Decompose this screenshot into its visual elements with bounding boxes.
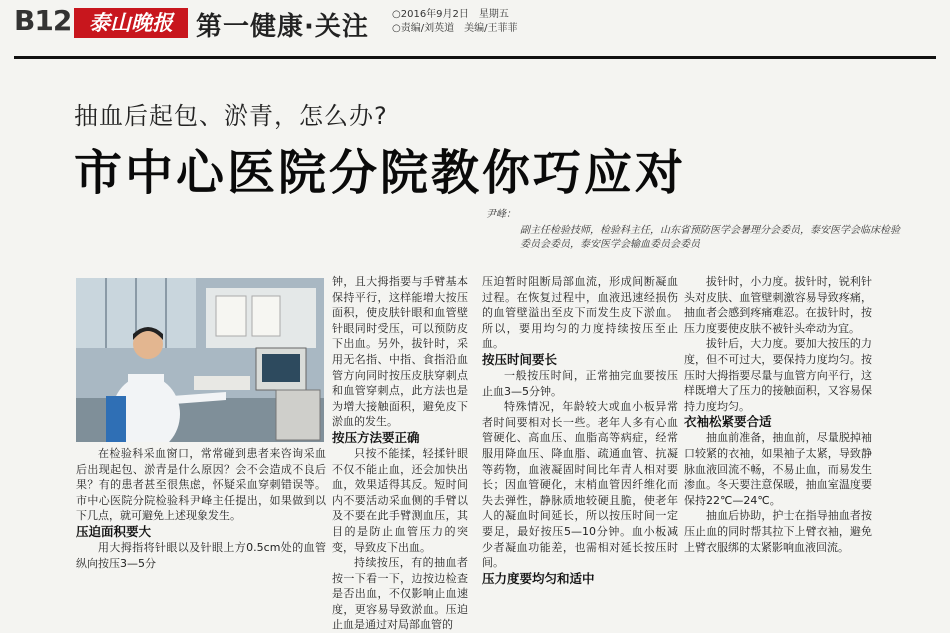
doctor-photo xyxy=(76,278,324,442)
section-heading-pressure-area: 压迫面积要大 xyxy=(76,523,152,539)
paragraph: 持续按压，有的抽血者按一下看一下，边按边检查是否出血，不仅影响止血速度，更容易导致淤血。压迫止血是通过对局部血管的 xyxy=(332,556,468,632)
section-heading-press-method: 按压方法要正确 xyxy=(332,429,420,445)
paragraph: 压迫暂时阻断局部血流，形成间断凝血过程。在恢复过程中，血液迅速经损伤的血管壁溢出至皮下而发生皮下淤血。所以，要用均匀的力度持续按压至止血。 xyxy=(482,275,678,351)
paragraph: 用大拇指将针眼以及针眼上方0.5cm处的血管纵向按压3—5分 xyxy=(76,540,326,570)
article-subtitle: 抽血后起包、淤青，怎么办? xyxy=(74,102,388,130)
paragraph: 一般按压时间，正常抽完血要按压止血3—5分钟。 xyxy=(482,368,678,398)
article-column-3 xyxy=(482,274,678,587)
paragraph: 只按不能揉，轻揉针眼不仅不能止血，还会加快出血，效果适得其反。短时间内不要活动采血侧的手臂以及不要在此手臂测血压，其目的是防止血管压力的突变，导致皮下出血。 xyxy=(332,446,468,554)
section-heading-pressure-force: 压力度要均匀和适中 xyxy=(482,570,595,586)
paragraph: 特殊情况，年龄较大或血小板异常者时间要相对长一些。老年人多有心血管硬化、高血压、血脂高等病症，经常服用降血压、降血脂、疏通血管、抗凝等药物，血液凝固时间比年青人相对要长；因血管硬化，末梢血管因纤维化而失去弹性，静脉质地较硬且脆，使老年人的凝血时间延长，所以按压时间一定要足，最好按压5—10分钟。血小板减少者凝血功能差，也需相对延长按压时间。 xyxy=(482,400,678,570)
expert-byline xyxy=(486,208,906,252)
newspaper-logo: 泰山晚报 xyxy=(74,8,188,38)
section-title: 第一健康·关注 xyxy=(196,12,369,42)
paragraph: 抽血后协助，护士在指导抽血者按压止血的同时帮其拉下上臂衣袖，避免上臂衣服绑的太紧影响血液回流。 xyxy=(684,509,872,554)
paragraph: 拔针后，大力度。要加大按压的力度，但不可过大，要保持力度均匀。按压时大拇指要尽量与血管方向平行，这样既增大了压力的接触面积，又容易保持力度均匀。 xyxy=(684,337,872,413)
paragraph: 抽血前准备，抽血前，尽量脱掉袖口较紧的衣袖，如果袖子太紧，导致静脉血液回流不畅，不易止血，而易发生渗血。冬天要注意保暖，抽血室温度要保持22℃—24℃。 xyxy=(684,431,872,507)
header-rule xyxy=(14,56,936,59)
issue-meta xyxy=(392,8,517,36)
expert-titles: 副主任检验技师，检验科主任，山东省预防医学会暑理分会委员，泰安医学会临床检验委员会委员，泰安医学会输血委员会委员 xyxy=(520,225,900,250)
doctor-photo-illustration xyxy=(76,278,324,442)
article-headline: 市中心医院分院教你巧应对 xyxy=(74,145,687,201)
article-intro: 在检验科采血窗口，常常碰到患者来咨询采血后出现起包、淤青是什么原因？会不会造成不良后果？有的患者甚至很焦虑，怀疑采血穿刺错误等。市中心医院分院检验科尹峰主任提出，如果做到以下几点，就可避免上述现象发生。 xyxy=(76,447,326,523)
page-number: B12 xyxy=(14,4,72,37)
expert-name: 尹峰： xyxy=(486,209,516,220)
paragraph: 钟，且大拇指要与手臂基本保持平行，这样能增大按压面积，使皮肤针眼和血管壁针眼同时受压，可以预防皮下出血。另外，拔针时，采用无名指、中指、食指沿血管方向同时按压皮肤穿刺点和血管穿刺点，此方法也是为增大接触面积，避免皮下淤血的发生。 xyxy=(332,275,468,429)
paragraph: 拔针时，小力度。拔针时，锐利针头对皮肤、血管壁刺激容易导致疼痛，抽血者会感到疼痛难忍。在拔针时，按压力度要使皮肤不被针头牵动为宜。 xyxy=(684,275,872,335)
section-heading-sleeve: 衣袖松紧要合适 xyxy=(684,414,772,430)
section-heading-press-time: 按压时间要长 xyxy=(482,351,558,367)
issue-editors: ○责编/刘英道 美编/王菲菲 xyxy=(392,23,518,34)
page-header xyxy=(0,0,950,48)
article-column-2 xyxy=(332,274,468,633)
issue-date: ○2016年9月2日 星期五 xyxy=(392,9,509,20)
article-column-4 xyxy=(684,274,872,555)
article-column-1 xyxy=(76,446,326,571)
